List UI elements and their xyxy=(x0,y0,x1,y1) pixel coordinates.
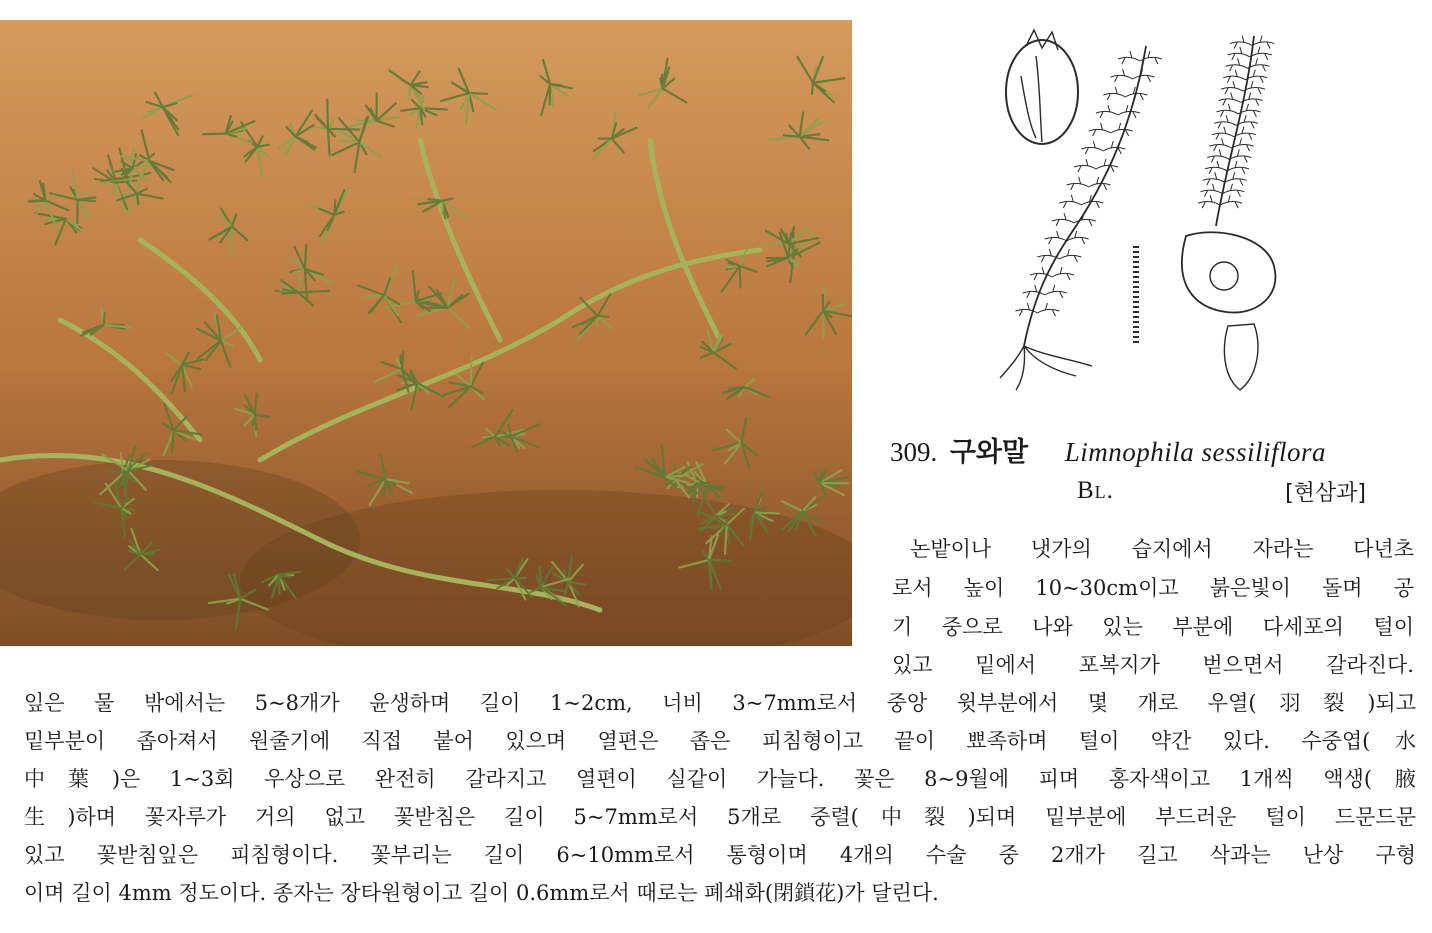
description-line: 잎은 물 밖에서는 5~8개가 윤생하며 길이 1~2cm, 너비 3~7mm로서 중앙 윗부분에서 몇 개로 우열(羽裂)되고 xyxy=(24,691,1416,715)
description-line: 있고 밑에서 포복지가 벋으면서 갈라진다. xyxy=(892,653,1414,677)
description-line: 이며 길이 4mm 정도이다. 종자는 장타원형이고 길이 0.6mm로서 때로는 폐쇄화(閉鎖花)가 달린다. xyxy=(24,881,939,905)
author-abbreviation: Bl. xyxy=(1077,477,1114,504)
plant-photograph xyxy=(0,20,852,646)
family-name: [현삼과] xyxy=(1285,481,1366,506)
botanical-illustration xyxy=(996,26,1286,394)
description-line: 生)하며 꽃자루가 거의 없고 꽃받침은 길이 5~7mm로서 5개로 중렬(中裂)되며 밑부분에 부드러운 털이 드문드문 xyxy=(24,805,1416,829)
description-line: 있고 꽃받침잎은 피침형이다. 꽃부리는 길이 6~10mm로서 통형이며 4개의 수술 중 2개가 길고 삭과는 난상 구형 xyxy=(24,843,1416,867)
korean-name: 구와말 xyxy=(949,437,1029,468)
description-line: 로서 높이 10~30cm이고 붉은빛이 돌며 공 xyxy=(892,576,1414,600)
description-line: 기 중으로 나와 있는 부분에 다세포의 털이 xyxy=(892,615,1414,639)
entry-number: 309. xyxy=(890,437,938,467)
description-line: 밑부분이 좁아져서 원줄기에 직접 붙어 있으며 열편은 좁은 피침형이고 끝이 뾰족하며 털이 약간 있다. 수중엽(水 xyxy=(24,729,1416,753)
entry-title xyxy=(890,434,1326,471)
scientific-name: Limnophila sessiliflora xyxy=(1064,437,1326,467)
description-line: 中葉)은 1~3회 우상으로 완전히 갈라지고 열편이 실같이 가늘다. 꽃은 8~9월에 피며 홍자색이고 1개씩 액생(腋 xyxy=(24,767,1416,791)
description-line: 논밭이나 냇가의 습지에서 자라는 다년초 xyxy=(910,537,1414,561)
